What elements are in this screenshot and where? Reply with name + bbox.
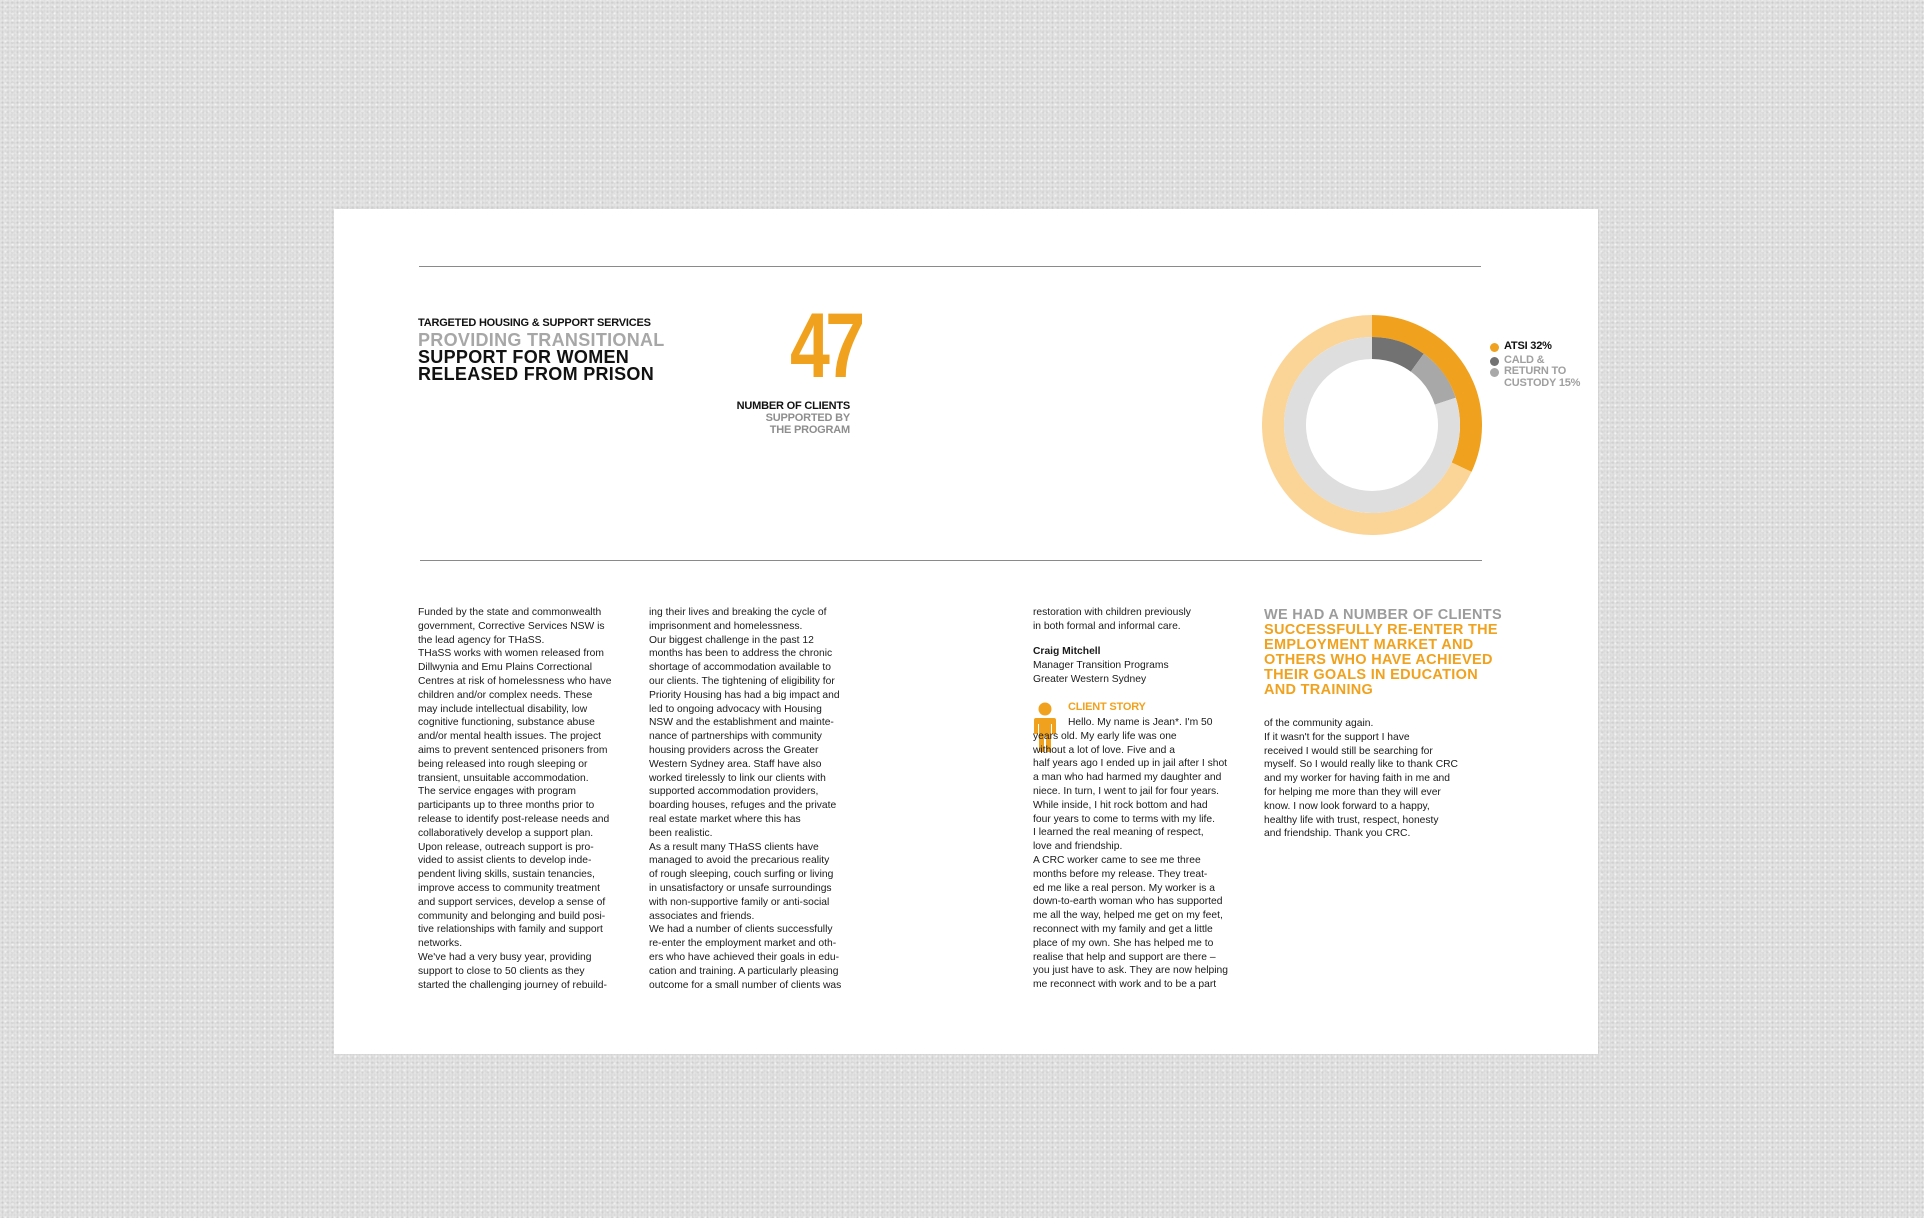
signature-region: Greater Western Sydney [1033,673,1147,685]
client-story-label: CLIENT STORY [1068,701,1146,713]
body-column-4: of the community again. If it wasn't for the support I have received I would still be searching for myself. So I would really like to thank CRC and my worker for having faith in me and for helping me more than they will ever know. I now look forward to a happy, healthy life with trust, respect, honesty and friendship. Thank you CRC. [1264,718,1458,840]
legend-label-cald: CALD & [1504,353,1545,366]
middle-rule [420,560,1482,561]
chart-legend [1488,341,1580,389]
pull-quote-grey: WE HAD A NUMBER OF CLIENTS [1264,607,1502,623]
stat-label-sub-2: THE PROGRAM [769,424,850,436]
client-story [1033,716,1258,992]
legend-item-atsi [1488,341,1580,353]
title-line-1: SUPPORT FOR WOMEN [418,347,630,367]
stat-label-sub-1: SUPPORTED BY [765,412,850,424]
client-story-body: years old. My early life was one without a lot of love. Five and a half years ago I ended up in jail after I shot a man who had harmed my daughter and niece. In turn, I went to jail for four years. While inside, I hit rock bottom and had four years to come to terms with my life. I learned the real meaning of respect, love and friendship. A CRC worker came to see me three months before my release. They treat- ed me like a real person. My worker is a down-to-earth woman who has supported me all the way, helped me get on my feet, reconnect with my family and get a little place of my own. She has helped me to realise that help and support are there – you just have to ask. They are now helping me reconnect with work and to be a part [1033,730,1228,991]
body-column-1: Funded by the state and commonwealth government, Corrective Services NSW is the lead agency for THaSS. THaSS works with women released from Dillwynia and Emu Plains Correctional Centres at risk of homelessness who have children and/or complex needs. These may include intellectual disability, low cognitive functioning, substance abuse and/or mental health issues. The project aims to prevent sentenced prisoners from being released into rough sleeping or transient, unsuitable accommodation. The service engages with program participants up to three months prior to release to identify post-release needs and collaboratively develop a support plan. Upon release, outreach support is pro- vided to assist clients to develop inde- pendent living skills, sustain tenancies, improve access to community treatment and support services, develop a sense of community and belonging and build posi- tive relationships with family and support networks. We've had a very busy year, providing support to close to 50 clients as they started the challenging journey of rebuild- [418,607,612,991]
pull-quote-line-2: EMPLOYMENT MARKET AND [1264,637,1474,653]
signature-name: Craig Mitchell [1033,646,1101,657]
legend-label-atsi: ATSI 32% [1504,340,1552,352]
donut-chart [1262,315,1482,535]
document-spread [334,209,1598,1054]
page-title [418,332,665,383]
signature-role: Manager Transition Programs [1033,659,1169,671]
pull-quote-line-5: AND TRAINING [1264,682,1374,698]
pull-quote-line-1: SUCCESSFULLY RE-ENTER THE [1264,622,1498,638]
legend-dot-atsi [1490,343,1499,352]
body-column-3: restoration with children previously in both formal and informal care. [1033,607,1191,632]
signature-block [1033,645,1169,686]
pull-quote-line-4: THEIR GOALS IN EDUCATION [1264,667,1478,683]
section-kicker: TARGETED HOUSING & SUPPORT SERVICES [418,317,651,329]
stat-label-main: NUMBER OF CLIENTS [736,400,850,412]
legend-dot-return [1490,368,1499,377]
pull-quote-line-3: OTHERS WHO HAVE ACHIEVED [1264,652,1493,668]
top-rule [419,266,1481,267]
client-count-label [737,400,850,436]
donut-slice-inner-0 [1372,348,1417,363]
title-line-2: RELEASED FROM PRISON [418,364,655,384]
pull-quote [1264,608,1534,698]
client-story-first-line: Hello. My name is Jean*. I'm 50 [1068,717,1213,728]
client-count: 47 [790,295,861,397]
legend-dot-cald [1490,357,1499,366]
body-column-2: ing their lives and breaking the cycle of imprisonment and homelessness. Our biggest challenge in the past 12 months has been to address the chronic shortage of accommodation available to our clients. The tightening of eligibility for Priority Housing has had a big impact and led to ongoing advocacy with Housing NSW and the establishment and mainte- nance of partnerships with community housing providers across the Greater Western Sydney area. Staff have also worked tirelessly to link our clients with supported accommodation providers, boarding houses, refuges and the private real estate market where this has been realistic. As a result many THaSS clients have managed to avoid the precarious reality of rough sleeping, couch surfing or living in unsatisfactory or unsafe surroundings with non-supportive family or anti-social associates and friends. We had a number of clients successfully re-enter the employment market and oth- ers who have achieved their goals in edu- cation and training. A particularly pleasing outcome for a small number of clients was [649,607,842,991]
legend-label-return: RETURN TO [1504,365,1567,377]
legend-item-custody [1488,378,1580,390]
title-line-grey: PROVIDING TRANSITIONAL [418,330,665,350]
legend-label-custody: CUSTODY 15% [1504,376,1581,389]
